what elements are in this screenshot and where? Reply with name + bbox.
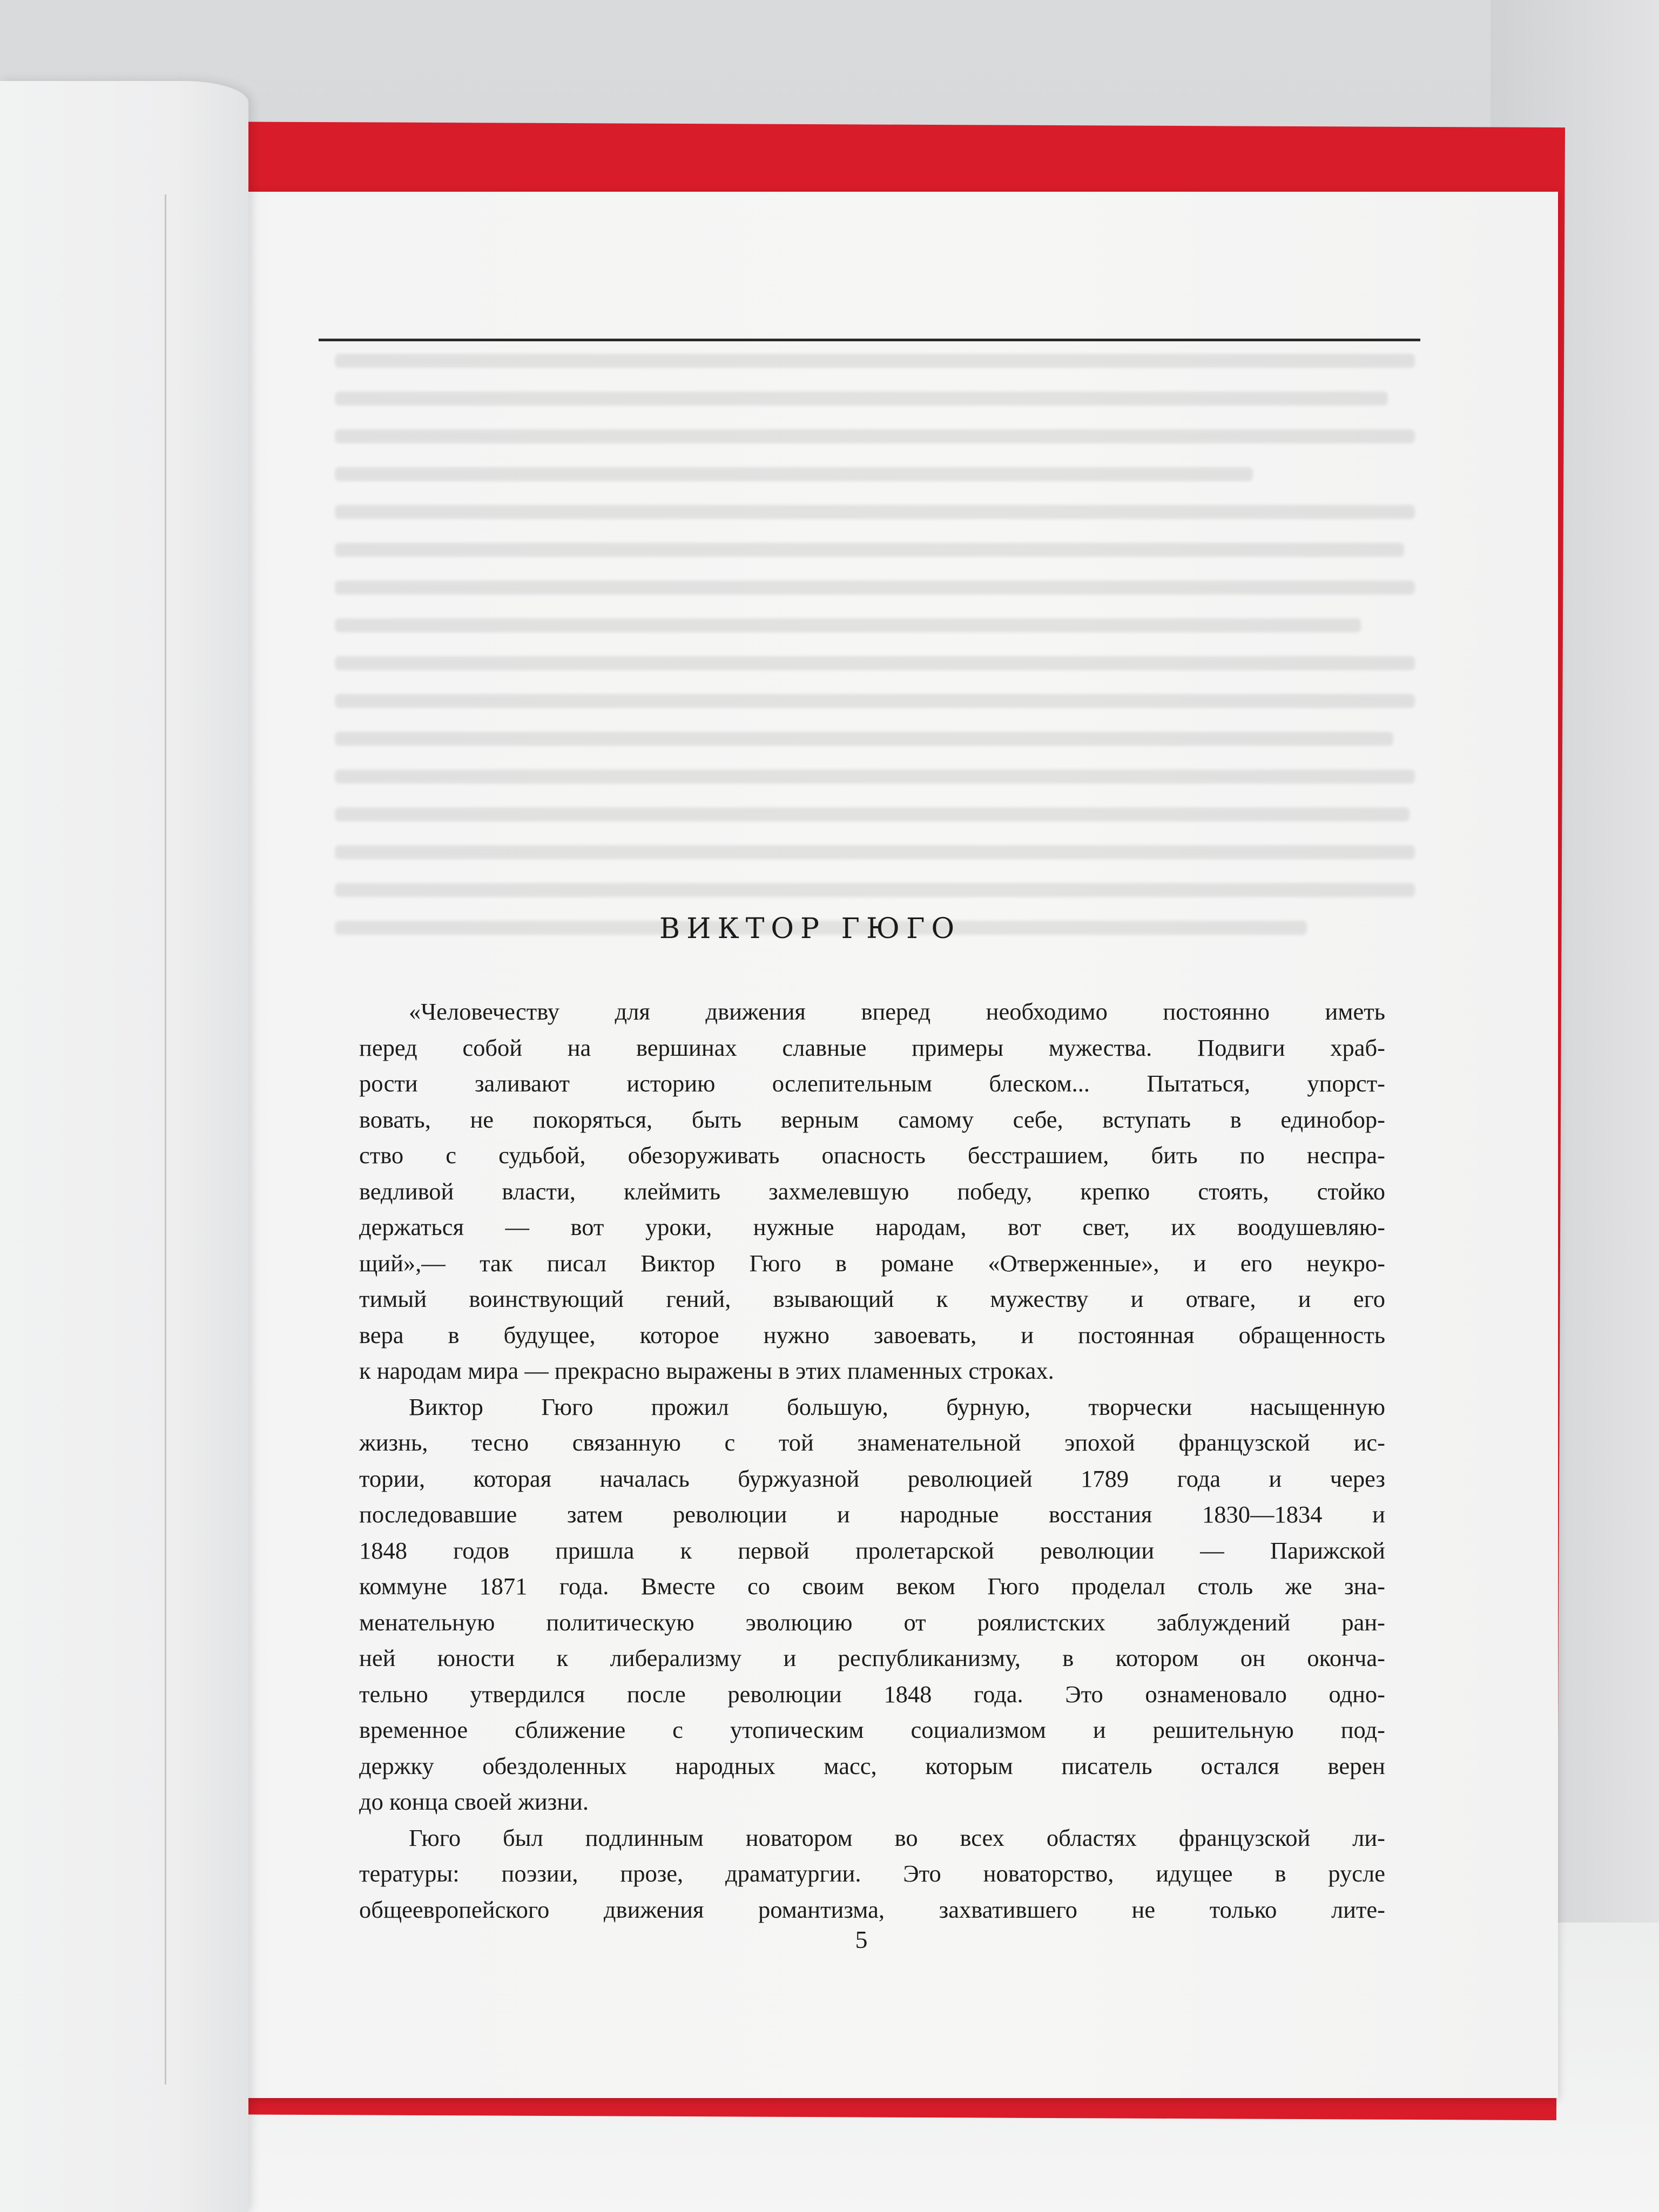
text-line: тельно утвердился после революции 1848 года. Это ознаменовало одно- [359,1680,1385,1708]
text-line: к народам мира — прекрасно выражены в этих пламенных строках. [359,1357,1054,1384]
page-number: 5 [855,1926,868,1953]
text-line: менательную политическую эволюцию от роялистских заблуждений ран- [359,1608,1385,1636]
text-line: рости заливают историю ослепительным блеском... Пытаться, упорст- [359,1070,1385,1097]
text-line: щий»,— так писал Виктор Гюго в романе «Отверженные», и его неукро- [359,1249,1385,1277]
text-line: вера в будущее, которое нужно завоевать, и постоянная обращенность [359,1321,1385,1348]
text-line: тории, которая началась буржуазной революцией 1789 года и через [359,1465,1385,1492]
paragraph-2 [359,1389,1385,1820]
text-line: до конца своей жизни. [359,1788,589,1815]
text-line: коммуне 1871 года. Вместе со своим веком Гюго проделал столь же зна- [359,1573,1385,1600]
text-line: временное сближение с утопическим социализмом и решительную под- [359,1716,1385,1743]
paragraph-1 [359,994,1385,1389]
text-line: жизнь, тесно связанную с той знаменательной эпохой французской ис- [359,1429,1385,1456]
text-line: держаться — вот уроки, нужные народам, вот свет, их воодушевляю- [359,1213,1385,1240]
paragraph-3 [359,1820,1385,1928]
body-text [359,994,1385,1927]
facing-page [0,81,248,2212]
text-line: «Человечеству для движения вперед необходимо постоянно иметь [409,998,1385,1025]
chapter-title: ВИКТОР ГЮГО [659,913,961,945]
text-line: тимый воинствующий гений, взывающий к мужеству и отваге, и его [359,1285,1385,1312]
text-line: общеевропейского движения романтизма, захватившего не только лите- [359,1896,1385,1923]
text-line: Гюго был подлинным новатором во всех областях французской ли- [409,1824,1385,1851]
text-line: ней юности к либерализму и республиканизму, в котором он оконча- [359,1644,1385,1671]
text-line: держку обездоленных народных масс, которым писатель остался верен [359,1752,1385,1779]
text-line: последовавшие затем революции и народные восстания 1830—1834 и [359,1501,1385,1528]
text-line: перед собой на вершинах славные примеры мужества. Подвиги храб- [359,1034,1385,1061]
text-line: тературы: поэзии, прозе, драматургии. Это новаторство, идущее в русле [359,1860,1385,1887]
text-line: вовать, не покоряться, быть верным самому себе, вступать в единобор- [359,1105,1385,1133]
header-rule [319,339,1420,341]
text-line: 1848 годов пришла к первой пролетарской революции — Парижской [359,1536,1385,1564]
text-line: ведливой власти, клеймить захмелевшую победу, крепко стоять, стойко [359,1177,1385,1205]
binding-stitch [165,194,172,2085]
show-through-text [162,192,1558,1034]
text-line: ство с судьбой, обезоруживать опасность бесстрашием, бить по неспра- [359,1142,1385,1169]
text-line: Виктор Гюго прожил большую, бурную, творчески насыщенную [409,1393,1385,1420]
